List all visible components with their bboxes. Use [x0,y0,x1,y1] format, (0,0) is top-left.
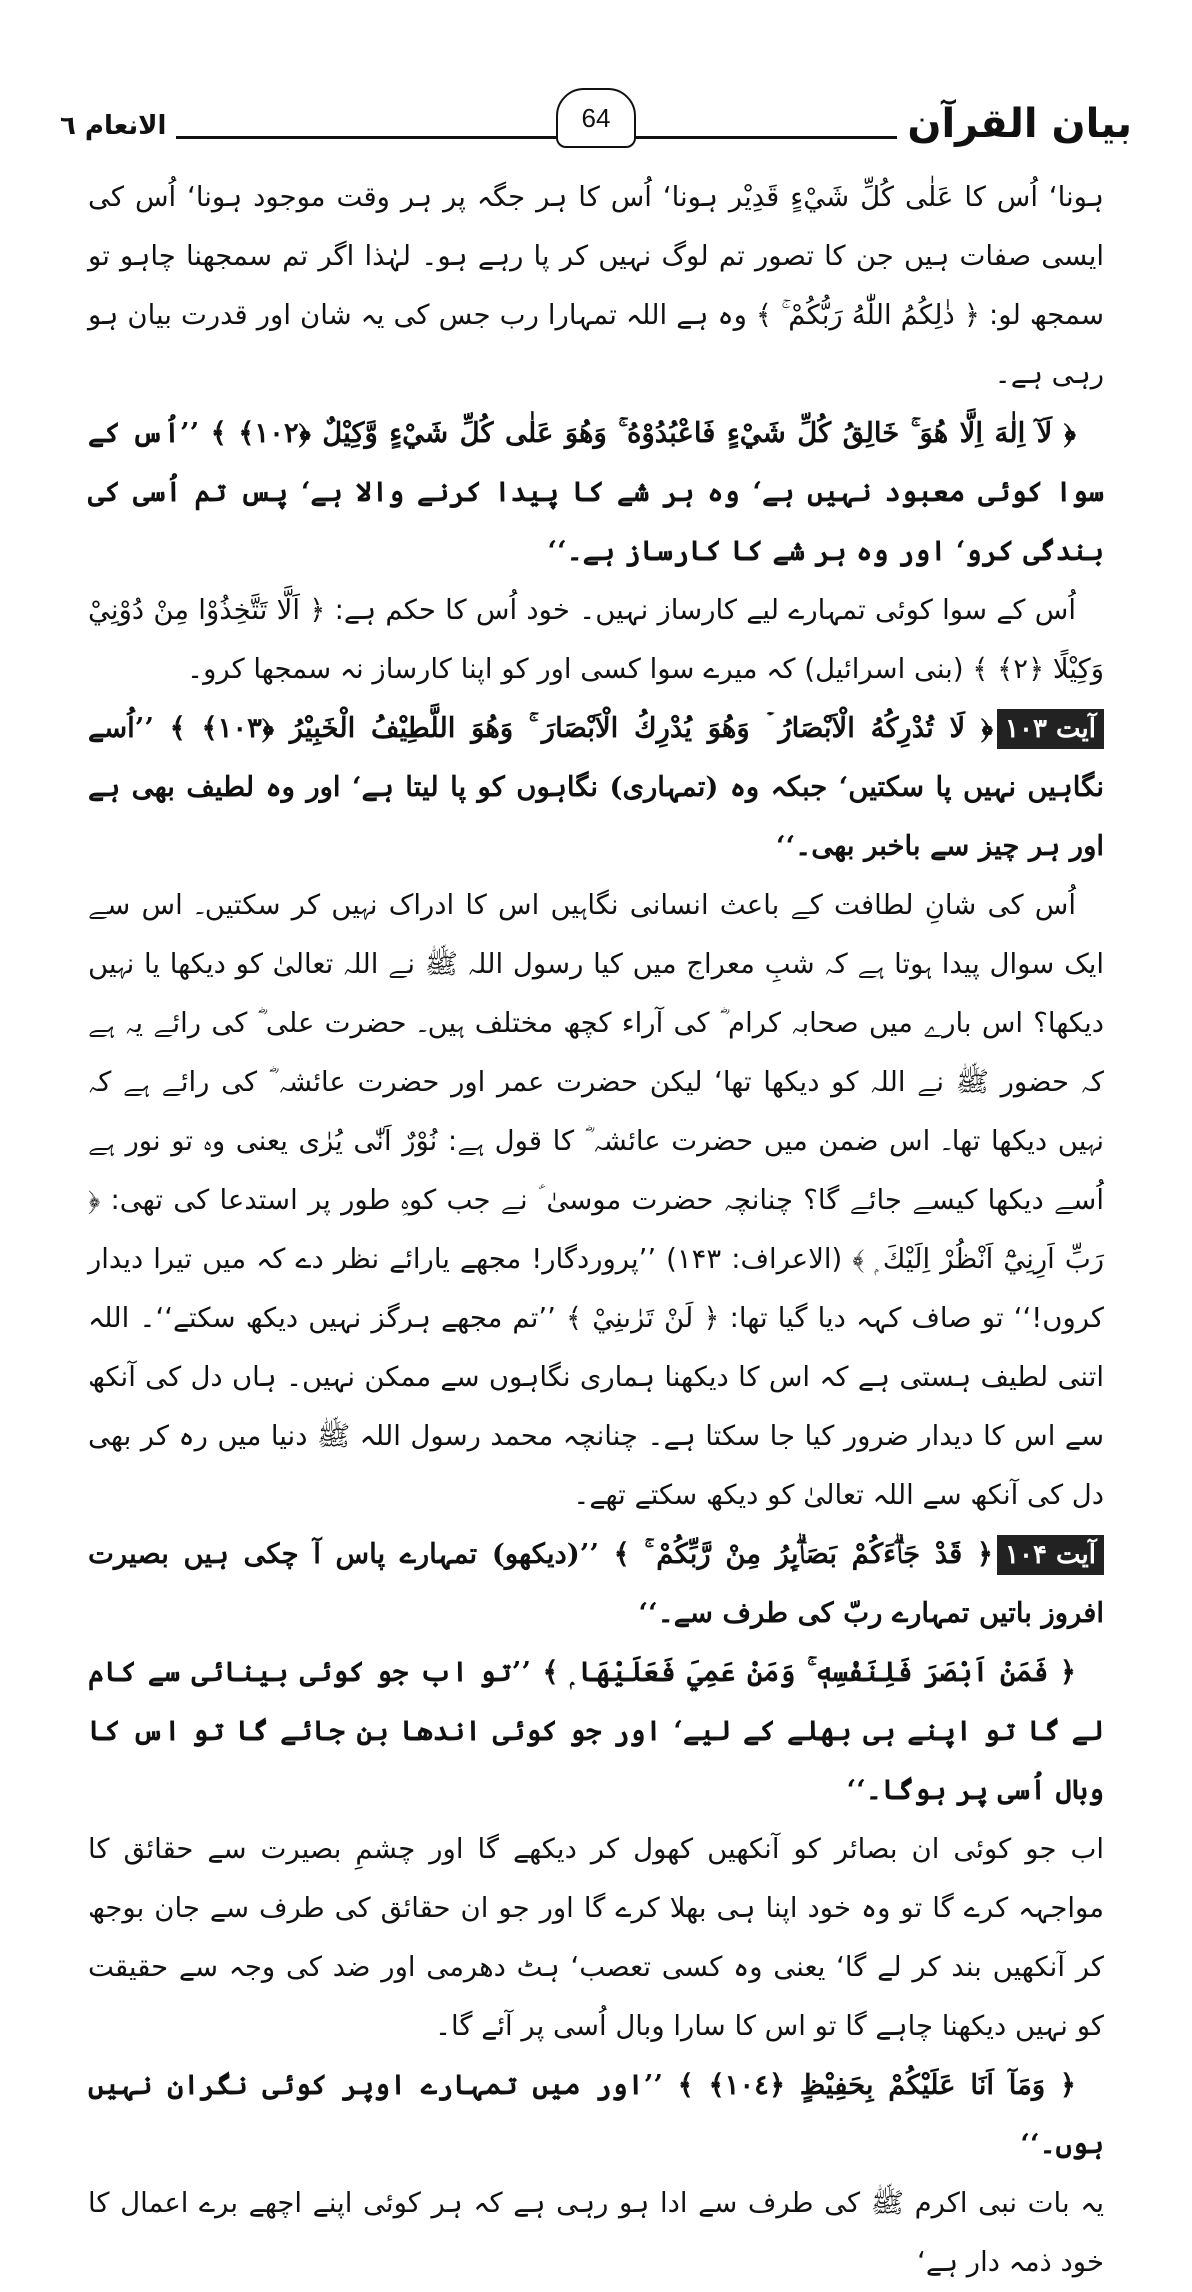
ayah-text: ﴿ فَمَنْ اَبْصَرَ فَلِنَفْسِهٖ ۚ وَمَنْ عَمِيَ فَعَلَيْهَا ۭ ﴾ ’’تو اب جو کوئی بینائی سے کام لے گا تو اپنے ہی بھلے کے لیے‘ اور جو کوئی اندھا بن جائے گا تو اس کا وبال اُسی پر ہوگا۔‘‘ [88,1656,1104,1806]
ayah-paragraph [88,2056,1104,2174]
ayah-number-marker: آیت ۱۰۴ [997,1535,1104,1575]
ayah-paragraph [88,1525,1104,1643]
page-body [88,168,1104,2278]
paragraph [88,581,1104,699]
paragraph-text: اب جو کوئی ان بصائر کو آنکھیں کھول کر دیکھے گا اور چشمِ بصیرت سے حقائق کا مواجہہ کرے گا تو وہ خود اپنا ہی بھلا کرے گا اور جو ان حقائق کی طرف سے جان بوجھ کر آنکھیں بند کر لے گا‘ یعنی وہ کسی تعصب‘ ہٹ دھرمی اور ضد کی وجہ سے حقیقت کو نہیں دیکھنا چاہے گا تو اس کا سارا وبال اُسی پر آئے گا۔ [88,1833,1104,2042]
ayah-paragraph [88,699,1104,876]
paragraph [88,2174,1104,2292]
ayah-number-marker: آیت ۱۰۳ [997,709,1104,749]
paragraph-text: اُس کی شانِ لطافت کے باعث انسانی نگاہیں اس کا ادراک نہیں کر سکتیں۔ اس سے ایک سوال پیدا ہوتا ہے کہ شبِ معراج میں کیا رسول اللہ ﷺ نے اللہ تعالیٰ کو دیکھا یا نہیں دیکھا؟ اس بارے میں صحابہ کرام ؓ کی آراء کچھ مختلف ہیں۔ حضرت علی ؓ کی رائے یہ ہے کہ حضور ﷺ نے اللہ کو دیکھا تھا‘ لیکن حضرت عمر اور حضرت عائشہ ؓ کی رائے ہے کہ نہیں دیکھا تھا۔ اس ضمن میں حضرت عائشہ ؓ کا قول ہے: نُوْرٌ اَنّٰى يُرٰى یعنی وہ تو نور ہے اُسے دیکھا کیسے جائے گا؟ چنانچہ حضرت موسیٰ ؑ نے جب کوہِ طور پر استدعا کی تھی: ﴿ رَبِّ اَرِنِيْٓ اَنْظُرْ اِلَيْكَ ۭ ﴾ (الاعراف: ۱۴۳) ’’پروردگار! مجھے یارائے نظر دے کہ میں تیرا دیدار کروں!‘‘ تو صاف کہہ دیا گیا تھا: ﴿ لَنْ تَرٰىنِيْ ﴾ ’’تم مجھے ہرگز نہیں دیکھ سکتے‘‘۔ اللہ اتنی لطیف ہستی ہے کہ اس کا دیکھنا ہماری نگاہوں سے ممکن نہیں۔ ہاں دل کی آنکھ سے اس کا دیدار ضرور کیا جا سکتا ہے۔ چنانچہ محمد رسول اللہ ﷺ دنیا میں رہ کر بھی دل کی آنکھ سے اللہ تعالیٰ کو دیکھ سکتے تھے۔ [88,889,1104,1511]
paragraph-text: ہونا‘ اُس کا عَلٰى كُلِّ شَيْءٍ قَدِيْر ہونا‘ اُس کا ہر جگہ پر ہر وقت موجود ہونا‘ اُس کی ایسی صفات ہیں جن کا تصور تم لوگ نہیں کر پا رہے ہو۔ لہٰذا اگر تم سمجھنا چاہو تو سمجھ لو: ﴿ ذٰلِكُمُ اللّٰهُ رَبُّكُمْ ۚ ﴾ وہ ہے اللہ تمہارا رب جس کی یہ شان اور قدرت بیان ہو رہی ہے۔ [88,181,1104,390]
page-number: 64 [556,88,636,148]
ayah-text: ﴿ لَآ اِلٰهَ اِلَّا هُوَ ۚ خَالِقُ كُلِّ شَيْءٍ فَاعْبُدُوْهُ ۚ وَهُوَ عَلٰى كُلِّ شَيْءٍ وَّكِيْلٌ ﴿١٠٢﴾ ﴾ ’’اُس کے سوا کوئی معبود نہیں ہے‘ وہ ہر شے کا پیدا کرنے والا ہے‘ پس تم اُسی کی بندگی کرو‘ اور وہ ہر شے کا کارساز ہے۔‘‘ [88,417,1104,567]
paragraph [88,1820,1104,2056]
paragraph [88,876,1104,1525]
ayah-text: ﴿ لَا تُدْرِكُهُ الْاَبْصَارُ ۡ وَهُوَ يُدْرِكُ الْاَبْصَارَ ۚ وَهُوَ اللَّطِيْفُ الْخَبِيْرُ ﴿١٠٣﴾ ﴾ ’’اُسے نگاہیں نہیں پا سکتیں‘ جبکہ وہ (تمہاری) نگاہوں کو پا لیتا ہے‘ اور وہ لطیف بھی ہے اور ہر چیز سے باخبر بھی۔‘‘ [88,712,1104,862]
ayah-paragraph [88,1643,1104,1820]
page-header [60,96,1132,156]
paragraph-text: یہ بات نبی اکرم ﷺ کی طرف سے ادا ہو رہی ہے کہ ہر کوئی اپنے اچھے برے اعمال کا خود ذمہ دار ہے‘ [88,2187,1104,2278]
ayah-paragraph [88,404,1104,581]
book-title: بیان القرآن [897,100,1132,148]
ayah-text: ﴿ قَدْ جَاۗءَكُمْ بَصَاۗىِٕرُ مِنْ رَّبِّكُمْ ۚ ﴾ ’’(دیکھو) تمہارے پاس آ چکی ہیں بصیرت افروز باتیں تمہارے ربّ کی طرف سے۔‘‘ [88,1538,1104,1629]
ayah-text: ﴿ وَمَآ اَنَا عَلَيْكُمْ بِحَفِيْظٍ ﴿١٠٤﴾ ﴾ ’’اور میں تمہارے اوپر کوئی نگران نہیں ہوں۔‘‘ [88,2069,1104,2160]
paragraph [88,168,1104,404]
paragraph-text: اُس کے سوا کوئی تمہارے لیے کارساز نہیں۔ خود اُس کا حکم ہے: ﴿ اَلَّا تَتَّخِذُوْا مِنْ دُوْنِيْ وَكِيْلًا ﴿٢﴾ ﴾ (بنی اسرائیل) کہ میرے سوا کسی اور کو اپنا کارساز نہ سمجھا کرو۔ [88,594,1104,685]
surah-label: الانعام ٦ [60,106,176,146]
